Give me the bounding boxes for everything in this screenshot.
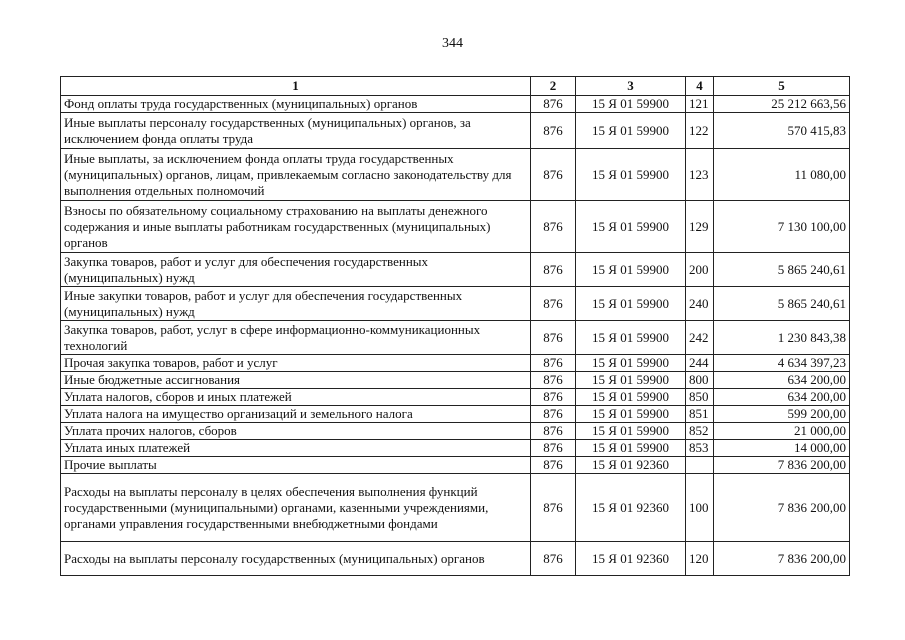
row-csr-cell: 15 Я 01 59900 (576, 389, 686, 406)
row-csr-cell: 15 Я 01 59900 (576, 355, 686, 372)
row-name-cell: Фонд оплаты труда государственных (муниципальных) органов (61, 96, 531, 113)
row-vr-cell: 122 (686, 113, 714, 149)
table-row (61, 372, 850, 389)
row-grbs-cell: 876 (531, 113, 576, 149)
row-name-cell: Закупка товаров, работ, услуг в сфере информационно-коммуникационных технологий (61, 321, 531, 355)
row-grbs-cell: 876 (531, 542, 576, 576)
row-vr-cell: 120 (686, 542, 714, 576)
row-csr-cell: 15 Я 01 59900 (576, 201, 686, 253)
row-vr-cell: 853 (686, 440, 714, 457)
row-vr-cell: 100 (686, 474, 714, 542)
header-col-2: 2 (531, 77, 576, 96)
table-body (61, 96, 850, 576)
row-grbs-cell: 876 (531, 440, 576, 457)
row-grbs-cell: 876 (531, 96, 576, 113)
row-amount-cell: 570 415,83 (714, 113, 850, 149)
row-amount-cell: 634 200,00 (714, 389, 850, 406)
row-name-cell: Иные бюджетные ассигнования (61, 372, 531, 389)
row-amount-cell: 21 000,00 (714, 423, 850, 440)
row-grbs-cell: 876 (531, 201, 576, 253)
row-csr-cell: 15 Я 01 59900 (576, 113, 686, 149)
row-amount-cell: 5 865 240,61 (714, 287, 850, 321)
row-amount-cell: 599 200,00 (714, 406, 850, 423)
row-grbs-cell: 876 (531, 372, 576, 389)
row-amount-cell: 7 130 100,00 (714, 201, 850, 253)
row-amount-cell: 25 212 663,56 (714, 96, 850, 113)
row-name-cell: Взносы по обязательному социальному страхованию на выплаты денежного содержания и иные выплаты работникам государственных (муниципальных) органов (61, 201, 531, 253)
row-vr-cell: 123 (686, 149, 714, 201)
row-name-cell: Уплата налогов, сборов и иных платежей (61, 389, 531, 406)
row-csr-cell: 15 Я 01 59900 (576, 440, 686, 457)
row-vr-cell: 244 (686, 355, 714, 372)
row-grbs-cell: 876 (531, 149, 576, 201)
row-name-cell: Уплата иных платежей (61, 440, 531, 457)
row-csr-cell: 15 Я 01 92360 (576, 457, 686, 474)
row-name-cell: Иные выплаты, за исключением фонда оплаты труда государственных (муниципальных) органов, лицам, привлекаемым согласно законодательству для выполнения отдельных полномочий (61, 149, 531, 201)
table-row (61, 423, 850, 440)
row-amount-cell: 4 634 397,23 (714, 355, 850, 372)
row-amount-cell: 5 865 240,61 (714, 253, 850, 287)
row-name-cell: Расходы на выплаты персоналу в целях обеспечения выполнения функций государственными (муниципальными) органами, казенными учреждениями, органами управления государственными внебюджетными фондами (61, 474, 531, 542)
page-number: 344 (442, 36, 463, 51)
row-grbs-cell: 876 (531, 474, 576, 542)
header-col-1: 1 (61, 77, 531, 96)
row-grbs-cell: 876 (531, 389, 576, 406)
row-vr-cell: 851 (686, 406, 714, 423)
header-col-4: 4 (686, 77, 714, 96)
row-vr-cell: 850 (686, 389, 714, 406)
table-row (61, 389, 850, 406)
row-vr-cell: 129 (686, 201, 714, 253)
row-csr-cell: 15 Я 01 59900 (576, 287, 686, 321)
row-vr-cell: 121 (686, 96, 714, 113)
row-csr-cell: 15 Я 01 59900 (576, 372, 686, 389)
header-col-5: 5 (714, 77, 850, 96)
table-row (61, 474, 850, 542)
row-amount-cell: 634 200,00 (714, 372, 850, 389)
row-csr-cell: 15 Я 01 59900 (576, 96, 686, 113)
row-amount-cell: 14 000,00 (714, 440, 850, 457)
row-csr-cell: 15 Я 01 59900 (576, 321, 686, 355)
row-grbs-cell: 876 (531, 287, 576, 321)
table-row (61, 201, 850, 253)
row-grbs-cell: 876 (531, 253, 576, 287)
row-grbs-cell: 876 (531, 457, 576, 474)
row-vr-cell: 240 (686, 287, 714, 321)
row-vr-cell: 242 (686, 321, 714, 355)
row-vr-cell: 200 (686, 253, 714, 287)
row-grbs-cell: 876 (531, 321, 576, 355)
table-row (61, 321, 850, 355)
table-row (61, 149, 850, 201)
row-grbs-cell: 876 (531, 355, 576, 372)
header-col-3: 3 (576, 77, 686, 96)
table-row (61, 406, 850, 423)
table-row (61, 287, 850, 321)
row-amount-cell: 11 080,00 (714, 149, 850, 201)
table-header-row (61, 77, 850, 96)
row-grbs-cell: 876 (531, 406, 576, 423)
row-name-cell: Иные выплаты персоналу государственных (муниципальных) органов, за исключением фонда оплаты труда (61, 113, 531, 149)
row-csr-cell: 15 Я 01 59900 (576, 423, 686, 440)
row-csr-cell: 15 Я 01 59900 (576, 149, 686, 201)
table-row (61, 355, 850, 372)
table-row (61, 113, 850, 149)
row-name-cell: Уплата налога на имущество организаций и земельного налога (61, 406, 531, 423)
row-amount-cell: 7 836 200,00 (714, 457, 850, 474)
row-grbs-cell: 876 (531, 423, 576, 440)
row-csr-cell: 15 Я 01 59900 (576, 253, 686, 287)
row-vr-cell: 852 (686, 423, 714, 440)
row-csr-cell: 15 Я 01 59900 (576, 406, 686, 423)
table-row (61, 253, 850, 287)
row-name-cell: Расходы на выплаты персоналу государственных (муниципальных) органов (61, 542, 531, 576)
row-name-cell: Прочие выплаты (61, 457, 531, 474)
row-amount-cell: 7 836 200,00 (714, 474, 850, 542)
table-row (61, 542, 850, 576)
row-vr-cell: 800 (686, 372, 714, 389)
table-row (61, 457, 850, 474)
row-csr-cell: 15 Я 01 92360 (576, 542, 686, 576)
table-row (61, 440, 850, 457)
row-name-cell: Иные закупки товаров, работ и услуг для обеспечения государственных (муниципальных) нужд (61, 287, 531, 321)
row-name-cell: Закупка товаров, работ и услуг для обеспечения государственных (муниципальных) нужд (61, 253, 531, 287)
budget-table (60, 76, 850, 576)
row-csr-cell: 15 Я 01 92360 (576, 474, 686, 542)
row-amount-cell: 7 836 200,00 (714, 542, 850, 576)
table-row (61, 96, 850, 113)
row-name-cell: Уплата прочих налогов, сборов (61, 423, 531, 440)
row-vr-cell (686, 457, 714, 474)
row-amount-cell: 1 230 843,38 (714, 321, 850, 355)
row-name-cell: Прочая закупка товаров, работ и услуг (61, 355, 531, 372)
